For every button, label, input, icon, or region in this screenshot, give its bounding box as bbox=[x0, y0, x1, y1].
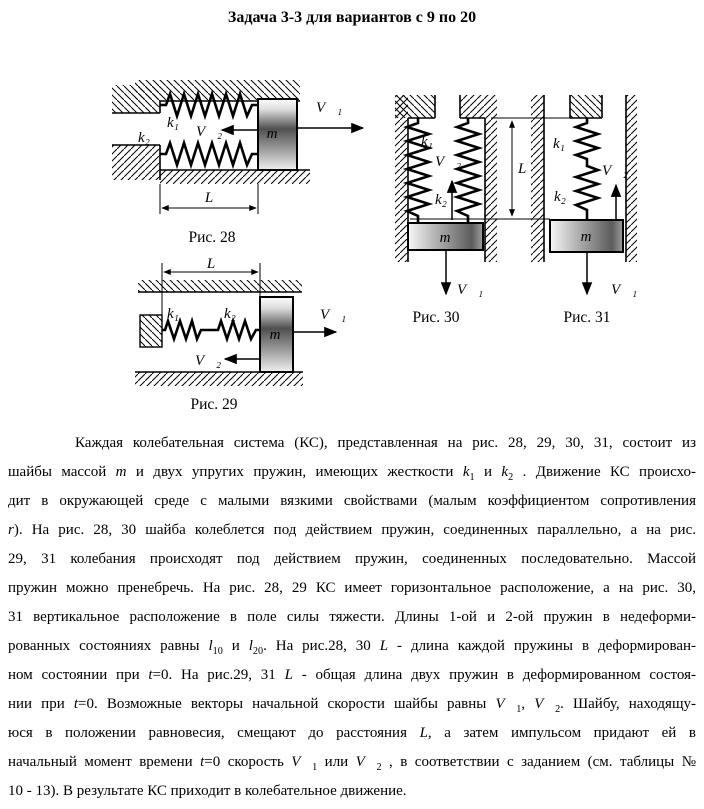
text-line bbox=[8, 516, 696, 545]
text-run: рованных состояниях равны bbox=[8, 638, 209, 654]
text-run: или bbox=[317, 754, 356, 770]
text-run: =0 скорость bbox=[204, 754, 292, 770]
text-run: 20 bbox=[252, 646, 264, 657]
text-run: начальный момент времени bbox=[8, 754, 201, 770]
label-m: m bbox=[580, 229, 592, 245]
text-run: . Шайбу, находящу- bbox=[560, 696, 696, 712]
variable: t bbox=[200, 754, 205, 770]
text-line bbox=[8, 777, 696, 806]
label-k1: k₁ bbox=[167, 115, 179, 131]
spring-k2 bbox=[160, 143, 258, 165]
text-line bbox=[8, 574, 696, 603]
mass-block bbox=[258, 99, 297, 170]
variable: r bbox=[8, 522, 14, 538]
label-m: m bbox=[269, 327, 281, 343]
label-v2: V⃗₂ bbox=[602, 163, 629, 179]
variable: V⃗ bbox=[534, 696, 556, 712]
variable: L bbox=[419, 725, 428, 741]
caption-fig29: Рис. 29 bbox=[190, 396, 238, 413]
text-run: 10 - 13). В результате КС приходит в колебательное движение. bbox=[8, 783, 407, 799]
spring-k1-k2-series bbox=[576, 118, 598, 220]
text-run: нии при bbox=[8, 696, 74, 712]
label-v1: V⃗₁ bbox=[457, 282, 484, 298]
text-run: ). На рис. 28, 30 шайба колеблется под действием пружин, соединенных параллельно, а на рис. bbox=[13, 522, 696, 538]
spring-k2 bbox=[457, 118, 479, 223]
left-wall bbox=[531, 95, 544, 262]
variable: L bbox=[379, 638, 389, 654]
ceiling-block-mid bbox=[460, 95, 497, 118]
variable: V⃗ bbox=[291, 754, 313, 770]
variable: V⃗ bbox=[495, 696, 517, 712]
variable: k bbox=[462, 464, 470, 480]
figure-30-31 bbox=[393, 85, 704, 335]
text-run: Каждая колебательная система (КС), представленная на рис. 28, 29, 30, 31, состоит из bbox=[75, 435, 696, 451]
variable: t bbox=[73, 696, 79, 712]
text-line bbox=[8, 748, 696, 777]
figure-29 bbox=[110, 255, 390, 420]
spring-k1-k2-series bbox=[162, 321, 260, 339]
text-run: и двух упругих пружин, имеющих жесткости bbox=[126, 464, 463, 480]
text-run: 1 bbox=[469, 472, 475, 483]
text-line bbox=[8, 429, 696, 458]
text-line bbox=[8, 487, 696, 516]
text-run: шайбы массой bbox=[8, 464, 116, 480]
text-run: - общая длина двух пружин в деформированном состоя- bbox=[292, 667, 696, 683]
text-run: - длина каждой пружины в деформирован- bbox=[388, 638, 696, 654]
label-m: m bbox=[266, 126, 278, 142]
label-k2: k₂ bbox=[138, 130, 150, 146]
text-run: пружин можно пренебречь. На рис. 28, 29 КС имеет горизонтальное расположение, а на рис. 30, bbox=[8, 580, 696, 596]
anchor-block bbox=[140, 315, 162, 347]
label-L: L bbox=[206, 256, 216, 272]
text-run: 2 bbox=[376, 762, 382, 773]
text-line bbox=[8, 719, 696, 748]
label-k2: k₂ bbox=[224, 306, 236, 322]
label-v2: V⃗₂ bbox=[196, 124, 223, 140]
figure-28 bbox=[110, 72, 380, 257]
lower-left-wall-block bbox=[112, 145, 160, 180]
label-L: L bbox=[204, 190, 214, 206]
label-L: L bbox=[518, 161, 527, 177]
text-run: 1 bbox=[516, 704, 522, 715]
label-k1: k₁ bbox=[167, 306, 179, 322]
text-run: ном состоянии при bbox=[8, 667, 149, 683]
text-line bbox=[8, 603, 696, 632]
text-run: =0. На рис.29, 31 bbox=[152, 667, 285, 683]
text-run: юся в положении равновесия, смещают до расстояния bbox=[8, 725, 420, 741]
caption-fig28: Рис. 28 bbox=[188, 229, 236, 246]
text-run: дит в окружающей среде с малыми вязкими свойствами (малым коэффициентом сопротивления bbox=[8, 493, 696, 509]
variable: l bbox=[248, 638, 253, 654]
label-v2: V⃗₂ bbox=[195, 353, 222, 369]
label-v1: V⃗₁ bbox=[316, 100, 343, 116]
text-line bbox=[8, 458, 696, 487]
text-line bbox=[8, 690, 696, 719]
caption-fig30: Рис. 30 bbox=[412, 309, 460, 326]
floor bbox=[135, 372, 303, 386]
variable: k bbox=[501, 464, 509, 480]
text-run: 10 bbox=[212, 646, 223, 657]
variable: m bbox=[115, 464, 127, 480]
label-k2: k₂ bbox=[554, 189, 566, 205]
text-run: 31 вертикальное расположение в поле силы тяжести. Длины 1-ой и 2-ой пружин в недеформи- bbox=[8, 609, 696, 625]
text-run: , bbox=[521, 696, 535, 712]
variable: L bbox=[284, 667, 293, 683]
variable: l bbox=[208, 638, 213, 654]
label-v1: V⃗₁ bbox=[320, 307, 347, 323]
variable: V⃗ bbox=[355, 754, 377, 770]
text-run: . На рис.28, 30 bbox=[263, 638, 380, 654]
floor bbox=[160, 170, 310, 184]
ceiling-block bbox=[570, 95, 602, 118]
variable: t bbox=[148, 667, 153, 683]
text-run: . Движение КС происхо- bbox=[513, 464, 696, 480]
caption-fig31: Рис. 31 bbox=[563, 309, 611, 326]
ceiling-block-left bbox=[395, 95, 435, 118]
label-k1: k₁ bbox=[421, 134, 433, 150]
text-run: 1 bbox=[312, 762, 318, 773]
label-m: m bbox=[439, 230, 451, 246]
left-wall bbox=[395, 95, 408, 262]
text-run: и bbox=[222, 638, 249, 654]
ceiling-wall bbox=[138, 280, 302, 292]
text-run: 29, 31 колебания происходят под действием пружин, соединенных последовательно. Массой bbox=[8, 551, 696, 567]
problem-text bbox=[8, 429, 696, 806]
upper-left-wall-block bbox=[112, 85, 160, 113]
text-run: , а затем импульсом придают ей в bbox=[427, 725, 696, 741]
text-run: и bbox=[474, 464, 502, 480]
text-run: , в соответствии с заданием (см. таблицы № bbox=[381, 754, 696, 770]
text-run: =0. Возможные векторы начальной скорости шайбы равны bbox=[78, 696, 496, 712]
text-line bbox=[8, 632, 696, 661]
text-line bbox=[8, 661, 696, 690]
label-v1: V⃗₁ bbox=[611, 282, 638, 298]
text-line bbox=[8, 545, 696, 574]
page-title: Задача 3-3 для вариантов с 9 по 20 bbox=[227, 9, 477, 26]
label-k1: k₁ bbox=[553, 136, 565, 152]
mid-wall bbox=[485, 118, 497, 262]
text-run: 2 bbox=[508, 472, 514, 483]
label-v2: V⃗₂ bbox=[435, 154, 462, 170]
text-run: 2 bbox=[555, 704, 561, 715]
label-k2: k₂ bbox=[435, 192, 447, 208]
